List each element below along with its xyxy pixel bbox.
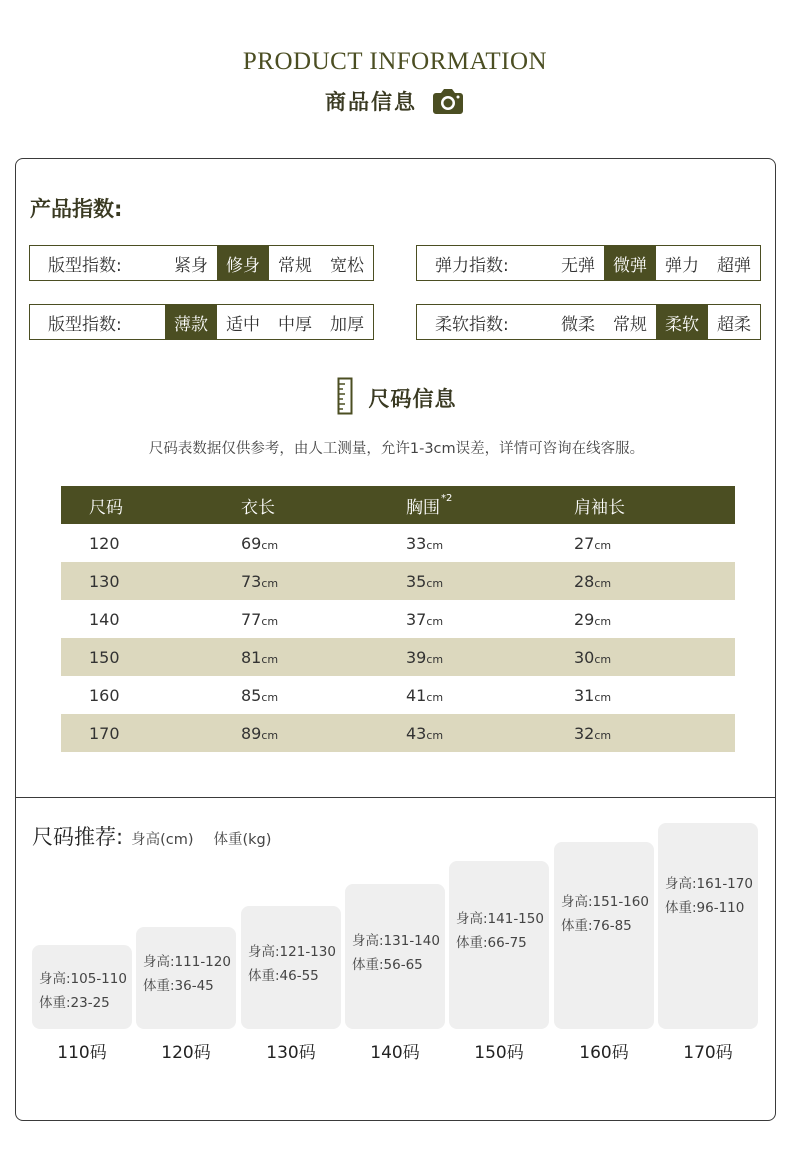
index-option: 常规 — [278, 255, 312, 276]
size-bar — [449, 861, 549, 1029]
bar-weight-range: 体重:23-25 — [39, 995, 110, 1011]
index-row-softness — [416, 304, 761, 340]
table-row — [61, 524, 735, 562]
cell-sleeve: 27cm — [574, 533, 612, 553]
size-table-body — [61, 524, 735, 752]
unit-label: cm — [426, 614, 444, 628]
section-divider — [16, 797, 775, 798]
index-option: 常规 — [613, 314, 647, 335]
size-bar — [136, 927, 236, 1029]
cell-chest: 39cm — [406, 647, 444, 667]
index-row-thickness — [29, 304, 374, 340]
size-bar — [241, 906, 341, 1029]
bar-size-label: 160码 — [579, 1043, 629, 1063]
unit-label: cm — [594, 652, 612, 666]
header-chest: 胸围$^{*2}$ — [406, 492, 453, 518]
size-bar — [345, 884, 445, 1029]
size-table-header — [61, 486, 735, 524]
unit-label: cm — [594, 576, 612, 590]
unit-label: cm — [426, 576, 444, 590]
page-title-en: PRODUCT INFORMATION — [242, 48, 548, 75]
bar-size-label: 170码 — [683, 1043, 733, 1063]
size-info-title: 尺码信息 — [368, 387, 457, 411]
recommend-title: 尺码推荐: — [32, 825, 124, 849]
size-table — [61, 486, 735, 752]
cell-length: 73cm — [241, 571, 279, 591]
index-row-label: 柔软指数: — [435, 314, 509, 335]
index-option-selected: 微弹 — [604, 246, 656, 280]
header-length: 衣长 — [241, 497, 275, 518]
unit-label: cm — [261, 538, 279, 552]
cell-sleeve: 28cm — [574, 571, 612, 591]
index-option: 加厚 — [330, 314, 364, 335]
index-row-label: 版型指数: — [48, 314, 122, 335]
cell-length: 85cm — [241, 685, 279, 705]
cell-size: 120 — [89, 533, 120, 553]
index-option-selected: 修身 — [217, 246, 269, 280]
size-bar — [658, 823, 758, 1029]
bar-size-label: 110码 — [57, 1043, 107, 1063]
header-size: 尺码 — [89, 497, 123, 518]
table-row — [61, 676, 735, 714]
index-option-selected: 柔软 — [656, 305, 708, 339]
size-bar — [32, 945, 132, 1029]
bar-weight-range: 体重:96-110 — [665, 900, 745, 916]
unit-label: cm — [261, 576, 279, 590]
cell-length: 77cm — [241, 609, 279, 629]
page-title-cn-row — [0, 84, 790, 118]
cell-length: 89cm — [241, 723, 279, 743]
bar-weight-range: 体重:46-55 — [248, 967, 319, 984]
index-option: 超柔 — [717, 314, 751, 335]
cell-chest: 33cm — [406, 533, 444, 553]
page-title-cn: 商品信息 — [325, 90, 417, 114]
camera-icon — [431, 87, 465, 115]
cell-size: 150 — [89, 647, 120, 667]
cell-chest: 35cm — [406, 571, 444, 591]
size-info-title-row — [16, 379, 777, 417]
unit-label: cm — [594, 728, 612, 742]
index-option: 宽松 — [330, 255, 364, 276]
unit-label: cm — [426, 652, 444, 666]
unit-label: cm — [261, 728, 279, 742]
bar-size-label: 130码 — [266, 1043, 316, 1063]
bar-height-range: 身高:131-140 — [352, 932, 440, 949]
unit-label: cm — [426, 538, 444, 552]
bar-size-label: 150码 — [474, 1043, 524, 1063]
table-row — [61, 714, 735, 752]
index-option: 中厚 — [278, 314, 312, 335]
cell-sleeve: 30cm — [574, 647, 612, 667]
bar-height-range: 身高:161-170 — [665, 876, 753, 892]
cell-size: 140 — [89, 609, 120, 629]
cell-size: 160 — [89, 685, 120, 705]
index-row-elasticity — [416, 245, 761, 281]
bar-height-range: 身高:105-110 — [39, 971, 127, 987]
index-option: 紧身 — [174, 255, 208, 276]
unit-label: cm — [594, 538, 612, 552]
unit-label: cm — [261, 690, 279, 704]
index-option-selected: 薄款 — [165, 305, 217, 339]
bar-height-range: 身高:121-130 — [248, 943, 336, 960]
cell-sleeve: 29cm — [574, 609, 612, 629]
recommend-header — [32, 821, 271, 851]
unit-label: cm — [594, 690, 612, 704]
index-row-label: 弹力指数: — [435, 255, 509, 276]
bar-weight-range: 体重:36-45 — [143, 978, 214, 994]
cell-sleeve: 32cm — [574, 723, 612, 743]
bar-weight-range: 体重:76-85 — [561, 917, 632, 934]
index-row-label: 版型指数: — [48, 255, 122, 276]
chest-suffix: *2 — [441, 492, 453, 504]
bar-weight-range: 体重:56-65 — [352, 956, 423, 973]
height-unit-label: 身高(cm) — [131, 832, 194, 848]
cell-size: 130 — [89, 571, 120, 591]
unit-label: cm — [426, 728, 444, 742]
product-info-card — [15, 158, 776, 1121]
bar-height-range: 身高:141-150 — [456, 911, 544, 927]
index-row-fit — [29, 245, 374, 281]
cell-chest: 37cm — [406, 609, 444, 629]
unit-label: cm — [426, 690, 444, 704]
header-sleeve: 肩袖长 — [574, 497, 625, 518]
table-row — [61, 600, 735, 638]
bar-height-range: 身高:151-160 — [561, 893, 649, 910]
unit-label: cm — [261, 614, 279, 628]
cell-chest: 41cm — [406, 685, 444, 705]
unit-label: cm — [261, 652, 279, 666]
index-option: 微柔 — [561, 314, 595, 335]
cell-size: 170 — [89, 723, 120, 743]
cell-length: 69cm — [241, 533, 279, 553]
unit-label: cm — [594, 614, 612, 628]
cell-sleeve: 31cm — [574, 685, 612, 705]
bar-height-range: 身高:111-120 — [143, 954, 231, 970]
cell-length: 81cm — [241, 647, 279, 667]
ruler-icon — [337, 377, 353, 419]
bar-size-label: 140码 — [370, 1043, 420, 1063]
table-row — [61, 638, 735, 676]
index-option: 适中 — [226, 314, 260, 335]
table-row — [61, 562, 735, 600]
size-bar — [554, 842, 654, 1029]
index-title: 产品指数: — [30, 197, 123, 221]
size-info-note: 尺码表数据仅供参考，由人工测量，允许1-3cm误差，详情可咨询在线客服。 — [148, 441, 645, 457]
bar-weight-range: 体重:66-75 — [456, 935, 527, 951]
index-option: 弹力 — [665, 255, 699, 276]
bar-size-label: 120码 — [161, 1043, 211, 1063]
weight-unit-label: 体重(kg) — [213, 832, 272, 848]
index-option: 无弹 — [561, 255, 595, 276]
cell-chest: 43cm — [406, 723, 444, 743]
index-option: 超弹 — [717, 255, 751, 276]
